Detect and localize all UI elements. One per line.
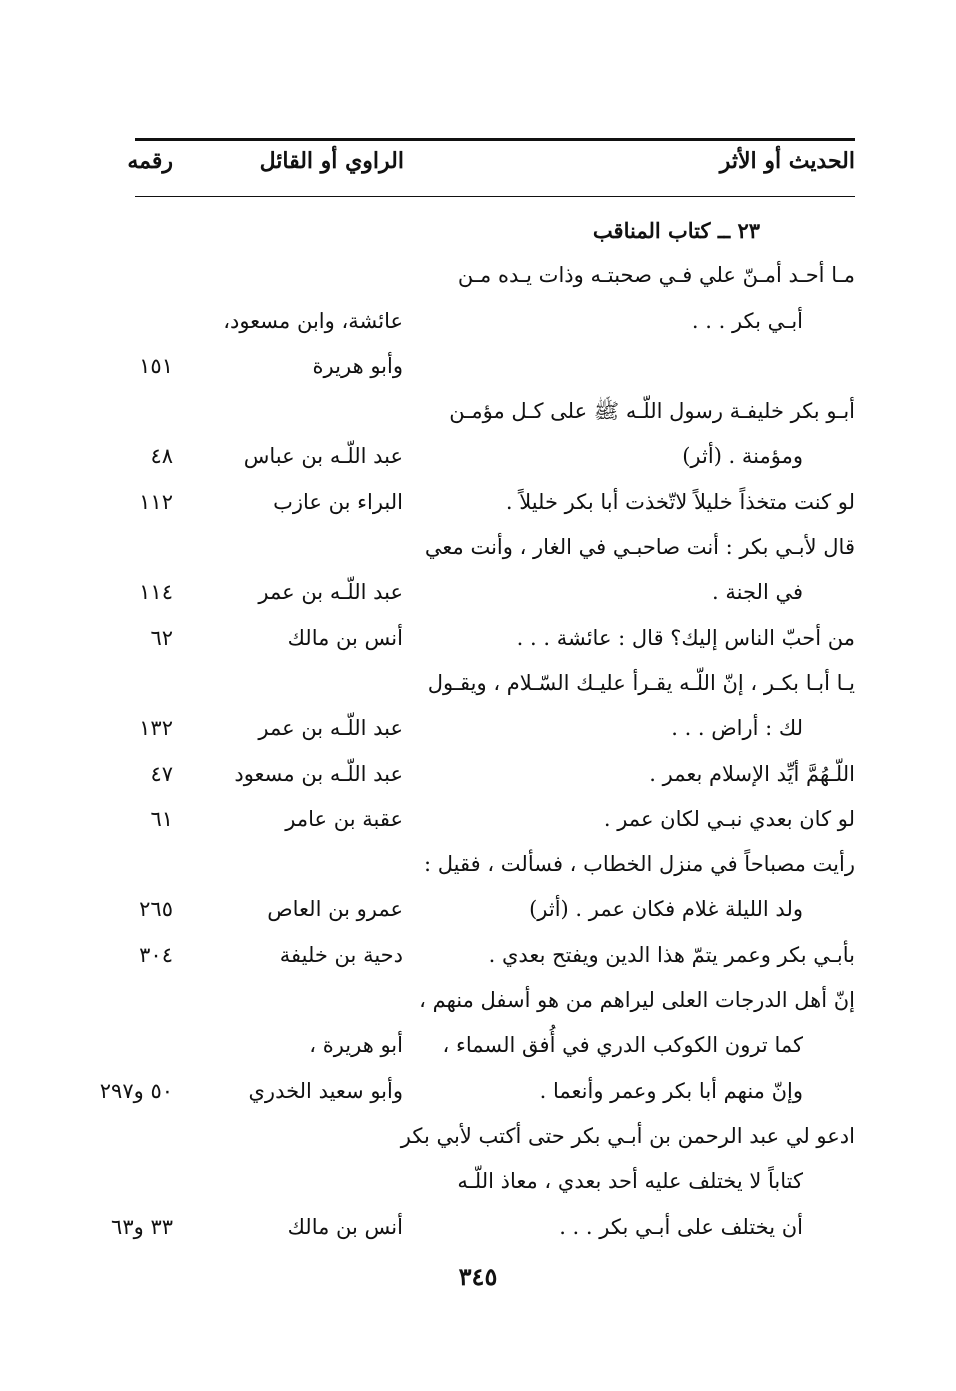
hadith-cell: كما ترون الكوكب الدري في أُفق السماء ، [442, 1033, 803, 1058]
number-cell: ٥٠ و٢٩٧ [99, 1078, 173, 1103]
hadith-cell: إنّ أهل الدرجات العلى ليراهم من هو أسفل منهم ، [419, 988, 855, 1013]
number-cell: ٣٠٤ [139, 942, 173, 967]
table-row [0, 661, 956, 706]
table-row [0, 887, 956, 932]
narrator-cell: وأبو سعيد الخدري [248, 1078, 403, 1103]
table-row [0, 1114, 956, 1159]
number-cell: ١١٢ [139, 489, 173, 514]
table-row [0, 253, 956, 298]
hadith-cell: في الجنة . [712, 580, 803, 605]
hadith-cell: ولد الليلة غلام فكان عمر . (أثر) [529, 897, 803, 922]
hadith-cell: قال لأبـي بكر : أنت صاحبـي في الغار ، وأنت معي [424, 535, 855, 560]
narrator-cell: عبد اللّـه بن عمر [258, 580, 403, 605]
hadith-cell: بأبـي بكر وعمر يتمّ هذا الدين ويفتح بعدي . [488, 942, 855, 967]
top-rule [135, 138, 855, 141]
hadith-cell: كتاباً لا يختلف عليه أحد بعدي ، معاذ اللّـه [457, 1169, 803, 1194]
table-row [0, 797, 956, 842]
table-row [0, 933, 956, 978]
number-cell: ١٥١ [139, 353, 173, 378]
number-cell: ٢٦٥ [139, 897, 173, 922]
table-row [0, 1023, 956, 1068]
narrator-cell: أنس بن مالك [287, 625, 403, 650]
hadith-cell: أبـي بكر . . . [691, 308, 803, 333]
table-row [0, 1069, 956, 1114]
table-row [0, 570, 956, 615]
hadith-cell: أن يختلف على أبـي بكر . . . [559, 1214, 803, 1239]
hadith-cell: وإنّ منهم أبا بكر وعمر وأنعما . [539, 1078, 803, 1103]
narrator-cell: عقبة بن عامر [285, 806, 403, 831]
hadith-cell: ومؤمنة . (أثر) [682, 444, 803, 469]
narrator-cell: عبد اللّـه بن عمر [258, 716, 403, 741]
table-row [0, 706, 956, 751]
header-rule [135, 196, 855, 197]
table-row [0, 299, 956, 344]
column-header-hadith: الحديث أو الأثر [719, 148, 855, 174]
number-cell: ٣٣ و٦٣ [111, 1214, 173, 1239]
table-row [0, 480, 956, 525]
narrator-cell: وأبو هريرة [312, 353, 403, 378]
number-cell: ٦٢ [150, 625, 173, 650]
table-row [0, 208, 956, 253]
column-header-number: رقمه [127, 148, 173, 174]
table-row [0, 434, 956, 479]
narrator-cell: عبد اللّـه بن مسعود [234, 761, 403, 786]
narrator-cell: دحية بن خليفة [279, 942, 403, 967]
hadith-cell: مـا أحـد أمـنّ علي فـي صحبتـه وذات يـده مـن [457, 263, 855, 288]
number-cell: ٤٨ [150, 444, 173, 469]
narrator-cell: عمرو بن العاص [267, 897, 403, 922]
page-number: ٣٤٥ [458, 1262, 498, 1291]
table-row [0, 389, 956, 434]
narrator-cell: أنس بن مالك [287, 1214, 403, 1239]
number-cell: ٦١ [150, 806, 173, 831]
hadith-cell: من أحبّ الناس إليك؟ قال : عائشة . . . [516, 625, 855, 650]
hadith-cell: لك : أراض . . . [671, 716, 803, 741]
table-row [0, 344, 956, 389]
table-row [0, 1159, 956, 1204]
hadith-cell: يـا أبـا بكـر ، إنّ اللّـه يقـرأ عليـك السّـلام ، ويقـول [427, 670, 855, 695]
table-row [0, 842, 956, 887]
column-header-narrator: الراوي أو القائل [259, 148, 404, 174]
hadith-cell: ادعو لي عبد الرحمن بن أبـي بكر حتى أكتب لأبي بكر [400, 1123, 855, 1148]
index-table [0, 208, 956, 1250]
hadith-cell: لو كنت متخذاً خليلاً لاتّخذت أبا بكر خليلاً . [505, 489, 855, 514]
table-row [0, 978, 956, 1023]
number-cell: ٤٧ [150, 761, 173, 786]
table-row [0, 752, 956, 797]
narrator-cell: عائشة، وابن مسعود، [223, 308, 403, 333]
hadith-cell: اللّـهُمَّ أيِّد الإسلام بعمر . [649, 761, 855, 786]
table-row [0, 616, 956, 661]
hadith-cell: أبـو بكر خليفـة رسول اللّـه ﷺ على كـل مؤمـن [449, 399, 855, 424]
number-cell: ١٣٢ [139, 716, 173, 741]
table-row [0, 525, 956, 570]
hadith-cell: رأيت مصباحاً في منزل الخطاب ، فسألت ، فقيل : [424, 852, 855, 877]
table-row [0, 1205, 956, 1250]
hadith-cell: لو كان بعدي نبـي لكان عمر . [603, 806, 855, 831]
narrator-cell: عبد اللّـه بن عباس [243, 444, 403, 469]
narrator-cell: أبو هريرة ، [309, 1033, 403, 1058]
number-cell: ١١٤ [139, 580, 173, 605]
section-title: ٢٣ ــ كتاب المناقب [592, 218, 760, 243]
narrator-cell: البراء بن عازب [273, 489, 403, 514]
